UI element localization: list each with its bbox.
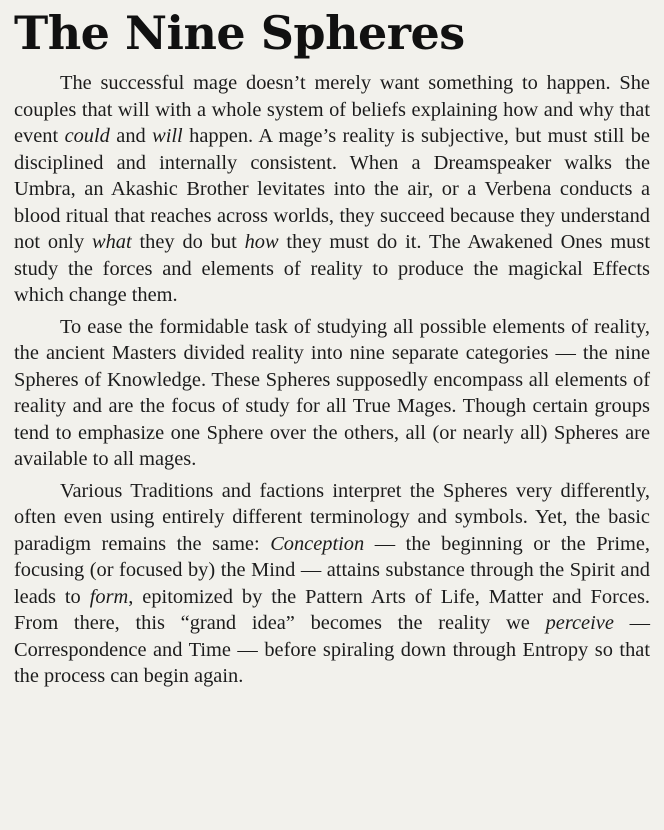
text-run: they do but bbox=[131, 231, 245, 253]
italic-run: Conception bbox=[270, 532, 365, 555]
text-run: — the beginning or the Prime, focusing (or focused by) the Mind — attains substance through the Spirit and leads to bbox=[14, 532, 650, 608]
italic-run: could bbox=[64, 125, 110, 147]
paragraph-3 bbox=[14, 478, 650, 690]
italic-run: will bbox=[152, 125, 183, 147]
paragraph-1 bbox=[14, 70, 650, 309]
text-run: Various Traditions and factions interpret the Spheres very differently, often even using entirely different terminology and symbols. Yet, the basic paradigm remains the same: bbox=[14, 479, 650, 555]
italic-run: what bbox=[92, 231, 132, 253]
text-run: happen. A mage’s reality is subjective, but must still be disciplined and internally consistent. When a Dreamspeaker walks the Umbra, an Akashic Brother levitates into the air, or a Verbena conducts a blood ritual that reaches across worlds, they succeed because they understand not only bbox=[14, 125, 650, 253]
text-run: they must do it. The Awakened Ones must study the forces and elements of reality to produce the magickal Effects which change them. bbox=[14, 231, 650, 306]
italic-run: form bbox=[89, 585, 129, 608]
italic-run: how bbox=[244, 231, 279, 253]
text-run: and bbox=[109, 125, 153, 147]
text-run: To ease the formidable task of studying all possible elements of reality, the ancient Masters divided reality into nine separate categories — the nine Spheres of Knowledge. These Spheres supposedly encompass all elements of reality and are the focus of study for all True Mages. Though certain groups tend to emphasize one Sphere over the others, all (or nearly all) Spheres are available to all mages. bbox=[14, 315, 650, 470]
text-run: , epitomized by the Pattern Arts of Life, Matter and Forces. From there, this “grand idea” becomes the reality we bbox=[14, 585, 650, 634]
paragraph-2 bbox=[14, 314, 650, 473]
text-run: — Correspondence and Time — before spiraling down through Entropy so that the process can begin again. bbox=[14, 612, 650, 687]
italic-run: perceive bbox=[545, 612, 614, 634]
text-run: The successful mage doesn’t merely want something to happen. She couples that will with a whole system of beliefs explaining how and why that event bbox=[14, 72, 650, 147]
body-text bbox=[14, 70, 650, 690]
page-title: The Nine Spheres bbox=[14, 6, 465, 60]
document-page bbox=[14, 4, 650, 695]
